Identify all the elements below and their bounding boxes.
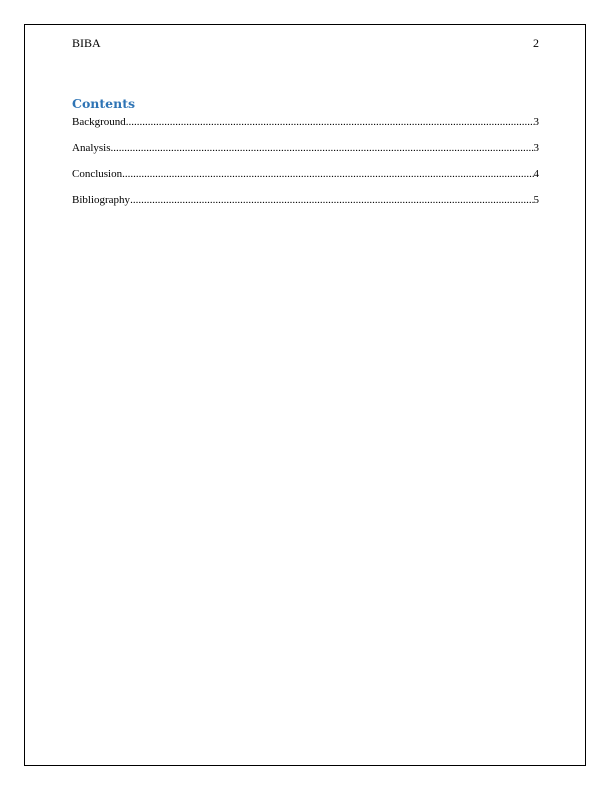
running-title: BIBA: [72, 36, 101, 50]
toc-leader-dots: [122, 168, 533, 180]
document-page: [24, 24, 586, 766]
toc-entry-page: 5: [533, 194, 539, 206]
page-header: [72, 36, 539, 51]
table-of-contents: [72, 116, 539, 220]
toc-leader-dots: [111, 142, 534, 154]
page-number: 2: [533, 36, 539, 50]
toc-entry-conclusion[interactable]: [72, 168, 539, 194]
toc-leader-dots: [126, 116, 534, 128]
toc-entry-page: 3: [533, 116, 539, 128]
toc-entry-label: Analysis: [72, 142, 111, 154]
toc-entry-bibliography[interactable]: [72, 194, 539, 220]
toc-entry-page: 3: [533, 142, 539, 154]
toc-entry-label: Background: [72, 116, 126, 128]
toc-entry-page: 4: [533, 168, 539, 180]
toc-leader-dots: [130, 194, 533, 206]
toc-entry-analysis[interactable]: [72, 142, 539, 168]
toc-entry-background[interactable]: [72, 116, 539, 142]
toc-entry-label: Bibliography: [72, 194, 131, 206]
toc-entry-label: Conclusion: [72, 168, 123, 180]
toc-heading: Contents: [72, 96, 136, 111]
